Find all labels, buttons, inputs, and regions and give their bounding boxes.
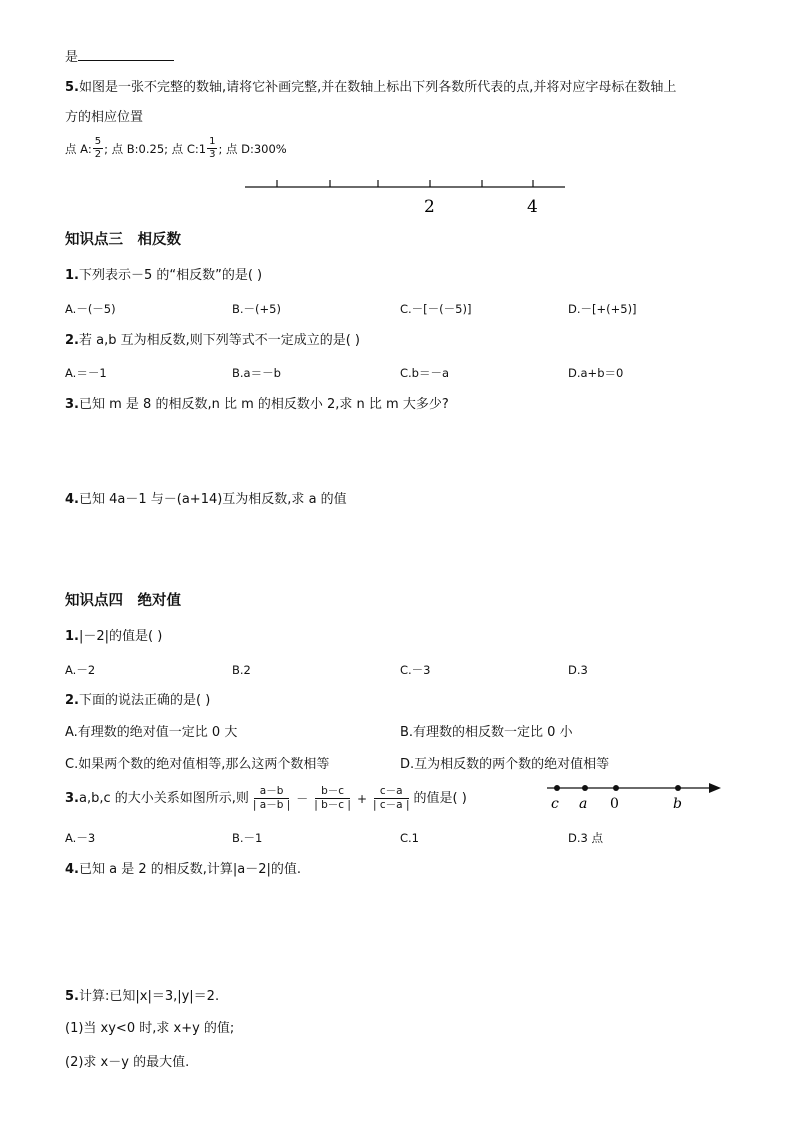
question-number: 3.	[65, 790, 79, 806]
s3-q2	[65, 332, 360, 350]
s4-q5	[65, 988, 219, 1006]
answer-blank	[78, 47, 174, 61]
q5-line1	[65, 79, 676, 97]
s4-q5-sub2: (2)求 x－y 的最大值.	[65, 1055, 190, 1070]
question-text: 下面的说法正确的是( )	[78, 693, 211, 708]
label-a: a	[579, 796, 588, 812]
s4-q1-option-c[interactable]: C.－3	[400, 663, 431, 677]
question-number: 4.	[65, 862, 79, 877]
s4-q1-option-a[interactable]: A.－2	[65, 663, 96, 677]
fraction-numerator: a－b	[254, 785, 290, 799]
question-text: 计算:已知|x|＝3,|y|＝2.	[78, 989, 220, 1004]
section4-heading: 知识点四 绝对值	[65, 593, 181, 609]
point-b	[675, 785, 681, 791]
question-text: 下列表示－5 的“相反数”的是( )	[78, 268, 263, 283]
fraction-numerator: 1	[209, 136, 216, 147]
incomplete-number-line	[240, 175, 570, 217]
abc-number-line	[545, 777, 725, 813]
question-number: 1.	[65, 629, 79, 644]
s4-q2-option-c[interactable]: C.如果两个数的绝对值相等,那么这两个数相等	[65, 757, 330, 772]
s3-q1-option-c[interactable]: C.－[－(－5)]	[400, 302, 472, 316]
question-text: 已知 4a－1 与－(a+14)互为相反数,求 a 的值	[78, 492, 347, 507]
plus-operator: +	[356, 791, 368, 806]
point-d-text: ; 点 D:300%	[218, 141, 287, 156]
question-number: 5.	[65, 989, 79, 1004]
s4-q1-option-b[interactable]: B.2	[232, 663, 251, 677]
question-text: 已知 a 是 2 的相反数,计算|a－2|的值.	[78, 862, 302, 877]
question-text: a,b,c 的大小关系如图所示,则	[78, 790, 249, 806]
section3-heading: 知识点三 相反数	[65, 232, 181, 248]
question-tail: 的值是( )	[413, 790, 467, 806]
s4-q4	[65, 861, 301, 879]
fraction-five-halves	[93, 136, 103, 161]
point-c	[554, 785, 560, 791]
s3-q1-option-a[interactable]: A.－(－5)	[65, 302, 116, 316]
question-number: 5.	[65, 80, 79, 95]
s4-q3-option-c[interactable]: C.1	[400, 831, 420, 845]
s4-q2-option-a[interactable]: A.有理数的绝对值一定比 0 大	[65, 725, 238, 740]
question-text: 已知 m 是 8 的相反数,n 比 m 的相反数小 2,求 n 比 m 大多少?	[78, 397, 449, 412]
fraction-denominator: | c－a |	[373, 799, 410, 811]
s3-q2-option-c[interactable]: C.b＝－a	[400, 366, 450, 380]
fraction-a-minus-b	[249, 785, 294, 812]
axis-label-4: 4	[527, 197, 538, 217]
fraction-numerator: c－a	[374, 785, 409, 799]
fraction-b-minus-c	[310, 785, 355, 812]
label-zero: 0	[610, 796, 619, 812]
question-number: 3.	[65, 397, 79, 412]
axis-arrow-icon	[709, 783, 721, 793]
fraction-one-third	[207, 136, 217, 161]
question-number: 2.	[65, 693, 79, 708]
label-c: c	[551, 796, 559, 812]
fraction-denominator: 2	[94, 149, 102, 160]
point-zero	[613, 785, 619, 791]
label-b: b	[673, 796, 682, 812]
s4-q2-option-d[interactable]: D.互为相反数的两个数的绝对值相等	[400, 757, 610, 772]
fraction-denominator: | b－c |	[314, 799, 351, 811]
previous-question-tail	[65, 47, 174, 67]
s3-q1-option-d[interactable]: D.－[+(+5)]	[568, 302, 637, 316]
s3-q2-option-b[interactable]: B.a＝－b	[232, 366, 281, 380]
s4-q1-option-d[interactable]: D.3	[568, 663, 588, 677]
question-text: 如图是一张不完整的数轴,请将它补画完整,并在数轴上标出下列各数所代表的点,并将对应字母标在数轴上	[78, 80, 677, 95]
question-text-cont: 方的相应位置	[65, 110, 144, 125]
fraction-denominator: 3	[209, 149, 216, 160]
s3-q1	[65, 267, 262, 285]
s4-q1	[65, 628, 162, 646]
q5-line2	[65, 109, 143, 127]
s4-q3	[65, 785, 467, 812]
s4-q2	[65, 692, 210, 710]
s4-q3-option-b[interactable]: B.－1	[232, 831, 263, 845]
s3-q3	[65, 396, 449, 414]
s4-q2-option-b[interactable]: B.有理数的相反数一定比 0 小	[400, 725, 573, 740]
s4-q5-sub1: (1)当 xy<0 时,求 x+y 的值;	[65, 1021, 235, 1036]
point-b-text: ; 点 B:0.25; 点 C:	[104, 141, 199, 156]
fraction-c-minus-a	[369, 785, 413, 812]
fraction-denominator: | a－b |	[252, 799, 291, 811]
question-number: 2.	[65, 333, 79, 348]
s3-q2-option-d[interactable]: D.a+b＝0	[568, 366, 624, 380]
mixed-number	[199, 136, 219, 161]
mixed-whole: 1	[198, 141, 207, 156]
fraction-numerator: 5	[94, 136, 102, 147]
s3-q2-option-a[interactable]: A.＝－1	[65, 366, 107, 380]
tail-text: 是	[65, 50, 79, 65]
minus-operator: －	[296, 791, 309, 806]
question-text: |－2|的值是( )	[78, 629, 163, 644]
point-a	[582, 785, 588, 791]
question-number: 4.	[65, 492, 79, 507]
fraction-numerator: b－c	[315, 785, 350, 799]
s4-q3-option-a[interactable]: A.－3	[65, 831, 96, 845]
s3-q1-option-b[interactable]: B.－(+5)	[232, 302, 281, 316]
s4-q3-option-d[interactable]: D.3 点	[568, 831, 603, 845]
question-text: 若 a,b 互为相反数,则下列等式不一定成立的是( )	[78, 333, 361, 348]
s3-q4	[65, 491, 347, 509]
q5-points	[65, 136, 287, 161]
point-a-label: 点 A:	[65, 141, 92, 156]
axis-label-2: 2	[424, 197, 435, 217]
question-number: 1.	[65, 268, 79, 283]
